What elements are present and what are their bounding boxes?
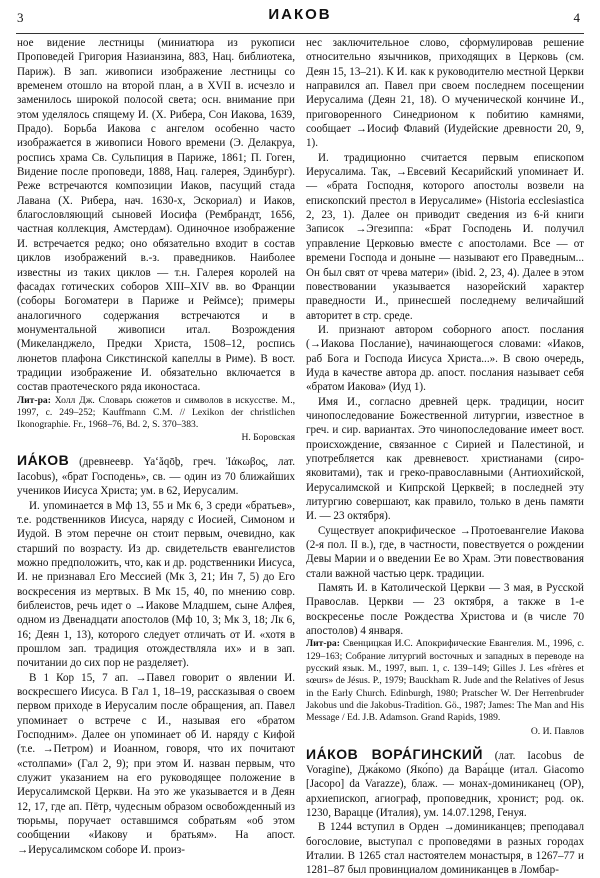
running-title: ИАКОВ [268, 6, 332, 23]
right-column [306, 36, 584, 878]
paragraph: В 1244 вступил в Орден →доминиканцев; преподавал богословие, выступал с проповедями в разных городах Италии. В 1265 стал настоятелем монастыря, в 1267–77 и 1281–87 был провинциалом доминиканцев в Ломбар- [306, 821, 584, 877]
article-author: О. И. Павлов [530, 725, 584, 737]
paragraph: И. упоминается в Мф 13, 55 и Мк 6, 3 среди «братьев», т.е. родственников Иисуса, наряду с Иосией, Симоном и Иудой. В этом перечне он стоит первым, очевидно, как старший по возрасту. Из др. свидетельств евангелистов можно предположить, что, как и др. родственники Иисуса, И. не признавал Его Мессией (Мк 3, 21; Ин 7, 5) до Его воскресения из мертвых. В Мк 15, 40, по мнению совр. библеистов, речь идет о →Иакове Младшем, сыне Алфея, одном из Двенадцати апостолов (Мф 10, 3; Мк 3, 18; Лк 6, 16; Деян 1, 13), которого следует отличать от И. «хотя в прошлом зап. традиция отождествляла их» и в зап. почитании до сих пор не разделяет). [17, 499, 295, 670]
bibliography-label: Лит-ра: [306, 638, 340, 650]
bibliography [306, 638, 584, 724]
bibliography-label: Лит-ра: [17, 394, 51, 406]
paragraph: нес заключительное слово, сформулировав решение относительно язычников, приходящих в Церковь (см. Деян 15, 13–21). К И. как к руководителю местной Церкви направился ап. Павел при своем последнем посещении Иерусалима (Деян 21, 18). О мученической кончине И., приговоренного Синедрионом к побитию камнями, сообщает →Иосиф Флавий (Иудейские древности 20, 9, 1). [306, 37, 584, 150]
left-column [17, 36, 295, 857]
entry-headword: ИА́КОВ ВОРА́ГИНСКИЙ [306, 745, 483, 762]
page-header [0, 4, 600, 32]
paragraph: И. признают автором соборного апост. послания (→Иакова Послание), начинающегося словами: «Иаков, раб Бога и Господа Иисуса Христа...». В свою очередь, Иуда в качестве автора др. апост. послания называет себя «братом Иакова» (Иуд 1). [306, 323, 584, 394]
paragraph: Существует апокрифическое →Протоевангелие Иакова (2-я пол. II в.), где, в частности, повествуется о рождении Девы Марии и о введении Ее во Храм. Эти повествования стали важной частью церк. традиции. [306, 524, 584, 580]
page-number-left: 3 [17, 10, 24, 25]
page-number-right: 4 [573, 10, 580, 25]
entry-intro [17, 453, 295, 498]
bibliography-text: Свенцицкая И.С. Апокрифические Евангелия. М., 1996, с. 129–163; Собрание литургий восточных и западных в переводе на русский язык. М., 1997, вып. 1, с. 139–149; Gilles J. Les «frères et sœurs» de Jésus. P., 1979; Bauckham R. Jude and the Relatives of Jesus in the Early Church. Edinburgh, 1980; Pratscher W. Der Herrenbruder Jakobus und die Jakobus-Tradition. Gö., 1987; James: The Man and His Message / Ed. J.B. Adamson. Grand Rapids, 1989. [306, 638, 584, 724]
paragraph: Память И. в Католической Церкви — 3 мая, в Русской Православ. Церкви — 23 октября, а также в 1-е воскресенье после Рождества Христова и (в числе 70 апостолов) 4 января. [306, 582, 584, 638]
entry-intro [306, 747, 584, 821]
paragraph: В 1 Кор 15, 7 ап. →Павел говорит о явлении И. воскресшего Иисуса. В Гал 1, 18–19, рассказывая о своем первом приходе в Иерусалим после обращения, ап. Павел упоминает о встрече с И., называя его «братом Господним». Далее он упоминает об И. наряду с Кифой (т.е. →Петром) и Иоанном, говоря, что их почитают «столпами» (Гал 2, 9); при этом И. назван первым, что служит указанием на его руководящее положение в Иерусалимской Церкви. На это же указывается и в Деян 12, 17, где ап. Пётр, чудесным образом освобожденный из тюрьмы, поручает оставшимся собратьям «об этом сообщении «Иакову и братьям». На апост. →Иерусалимском соборе И. произ- [17, 671, 295, 856]
bibliography [17, 395, 295, 432]
paragraph: Имя И., согласно древней церк. традиции, носит чинопоследование Божественной литургии, известное в греч. и сир. вариантах. Это чинопоследование имеет вост. происхождение, связанное с Сирией и Палестиной, и употребляется как древневост. христианами (сиро-яковитами), так и греко-православными (Антиохийской, Иерусалимской и Кипрской Церквей; в последней эту литургию совершают, как правило, только в день памяти И. — 23 октября). [306, 395, 584, 523]
paragraph: И. традиционно считается первым епископом Иерусалима. Так, →Евсевий Кесарийский упоминает И. — «брата Господня, которого апостолы возвели на епископский престол в Иерусалиме» (Historia ecclesiastica 2, 23, 1). Далее он приводит сведения из 6-й книги Записок →Эгезиппа: «Брат Господень И. получил управление Церковью вместе с апостолами. Все — от времени Господа и доныне — называют его Праведным... Он был свят от чрева матери» (ibid. 2, 23, 4). Далее в этом повествовании указывается назорейский характер праведности И., принесшей последнему величайший авторитет в стр. среде. [306, 151, 584, 322]
entry-intro-text: (древнеевр. Yaʻăqōḇ, греч. Ἰάκωβος, лат. Iacobus), «брат Господень», св. — один из 70 ближайших учеников Иисуса Христа; ум. в 62, Иерусалим. [17, 456, 295, 498]
article-author: Н. Боровская [241, 432, 295, 444]
entry-intro-text: (лат. Iacobus de Voragine), Джа́комо (Яко́по) да Вара́цце (итал. Giacomo [Jacopo] da Varazze), блаж. — монах-доминиканец (OP), архиепископ, агиограф, проповедник, хронист; род. ок. 1230, Варацце (Италия), ум. 14.07.1298, Генуя. [306, 749, 584, 819]
paragraph: ное видение лестницы (миниатюра из рукописи Проповедей Григория Назианзина, 883, Нац. библиотека, Париж). В зап. живописи изображение лестницы со временем отошло на второй план, а в XVII в. исчезло и заменилось широкой полосой света; осн. внимание при этом уделялось спящему И. (Х. Рибера, Сон Иакова, 1639, Прадо). Борьба Иакова с ангелом особенно часто изображается в живописи Нового времени (Э. Делакруа, роспись храма Св. Сульпиция в Париже, 1861; П. Гоген, Видение после проповеди, 1888, Нац. галерея, Эдинбург). Реже встречаются композиции Иаков, пасущий стада Лавана (Х. Рибера, нач. 1630-х, Эскориал) и Иаков, благословляющий сыновей Иосифа (Рембрандт, 1656, частная коллекция, Амстердам). Одиночное изображение И. встречается редко; оно обязательно входит в состав циклов изображений в.-з. праведников. Наиболее известны из таких циклов — т.н. Галерея королей на фасадах готических соборов XIII–XIV вв. во Франции (соборы Богоматери в Париже и Реймсе); примеры аналогичного содержания встречаются и в монументальной живописи итал. Возрождения (Микеланджело, Предки Христа, 1508–12, роспись люнетов плафона Сикстинской капеллы в Риме). В вост. традиции изображение И. обязательно включается в состав праотеческого ряда иконостаса. [17, 37, 295, 394]
entry-headword: ИА́КОВ [17, 452, 70, 469]
header-rule [16, 33, 584, 34]
bibliography-text: Холл Дж. Словарь сюжетов и символов в искусстве. М., 1997, с. 249–252; Kauffmann C.M. // Lexikon der christlichen Ikonographie. Fr., 1968–76, Bd. 2, S. 370–383. [17, 394, 295, 431]
